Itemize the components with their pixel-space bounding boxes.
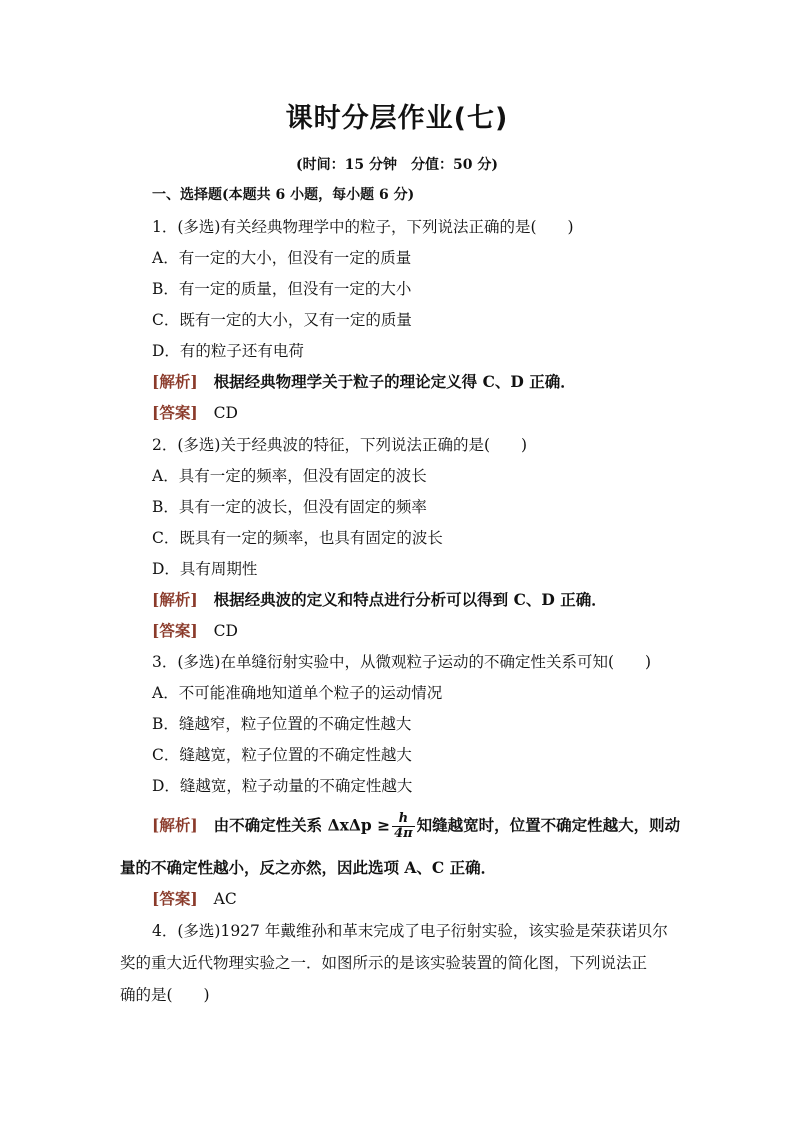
q3-analysis <box>152 812 680 841</box>
q4-stem-line3: 确的是( ) <box>120 986 210 1004</box>
q1-option-b: B．有一定的质量，但没有一定的大小 <box>152 280 412 298</box>
q2-stem: 2．(多选)关于经典波的特征，下列说法正确的是( ) <box>152 436 528 454</box>
q2-option-c: C．既具有一定的频率，也具有固定的波长 <box>152 529 443 547</box>
q3-option-a: A．不可能准确地知道单个粒子的运动情况 <box>152 684 443 702</box>
q4-stem-line1: 4．(多选)1927 年戴维孙和革末完成了电子衍射实验，该实验是荣获诺贝尔 <box>152 922 668 940</box>
q1-option-a: A．有一定的大小，但没有一定的质量 <box>152 249 412 267</box>
fraction-numerator: h <box>392 812 415 827</box>
uncertainty-fraction <box>392 812 415 841</box>
answer-tag: [答案] <box>152 621 198 640</box>
q1-analysis <box>152 371 576 393</box>
q3-analysis-pre: 由不确定性关系 ΔxΔp ≥ <box>213 815 391 835</box>
q2-option-d: D．具有周期性 <box>152 560 258 578</box>
q3-option-b: B．缝越窄，粒子位置的不确定性越大 <box>152 715 412 733</box>
q3-analysis-line2: 量的不确定性越小，反之亦然，因此选项 A、C 正确． <box>120 858 497 877</box>
analysis-tag: [解析] <box>152 815 198 835</box>
answer-tag: [答案] <box>152 403 198 422</box>
q2-option-b: B．具有一定的波长，但没有固定的频率 <box>152 498 427 516</box>
q2-answer-text: CD <box>213 622 238 640</box>
q2-option-a: A．具有一定的频率，但没有固定的波长 <box>152 467 427 485</box>
q2-analysis-text: 根据经典波的定义和特点进行分析可以得到 C、D 正确． <box>213 590 607 609</box>
q1-option-d: D．有的粒子还有电荷 <box>152 342 304 360</box>
q3-option-c: C．缝越宽，粒子位置的不确定性越大 <box>152 746 412 764</box>
q3-analysis-post: 知缝越宽时，位置不确定性越大，则动 <box>416 815 681 835</box>
analysis-tag: [解析] <box>152 590 198 609</box>
q1-stem: 1．(多选)有关经典物理学中的粒子，下列说法正确的是( ) <box>152 218 574 236</box>
q3-stem: 3．(多选)在单缝衍射实验中，从微观粒子运动的不确定性关系可知( ) <box>152 653 652 671</box>
q4-stem-line2: 奖的重大近代物理实验之一．如图所示的是该实验装置的简化图，下列说法正 <box>120 954 648 972</box>
q2-analysis <box>152 589 607 611</box>
analysis-tag: [解析] <box>152 372 198 391</box>
q3-option-d: D．缝越宽，粒子动量的不确定性越大 <box>152 777 413 795</box>
section-heading: 一、选择题(本题共 6 小题，每小题 6 分) <box>152 187 415 203</box>
q1-answer <box>152 402 238 424</box>
q1-option-c: C．既有一定的大小，又有一定的质量 <box>152 311 412 329</box>
q3-answer-text: AC <box>213 890 237 908</box>
fraction-denominator: 4π <box>394 826 413 841</box>
page-title: 课时分层作业(七) <box>285 103 509 134</box>
q1-answer-text: CD <box>213 404 238 422</box>
answer-tag: [答案] <box>152 889 198 908</box>
q2-answer <box>152 620 238 642</box>
q1-analysis-text: 根据经典物理学关于粒子的理论定义得 C、D 正确． <box>213 372 576 391</box>
q3-answer <box>152 888 237 910</box>
time-score-info: (时间：15 分钟 分值：50 分) <box>296 157 498 173</box>
